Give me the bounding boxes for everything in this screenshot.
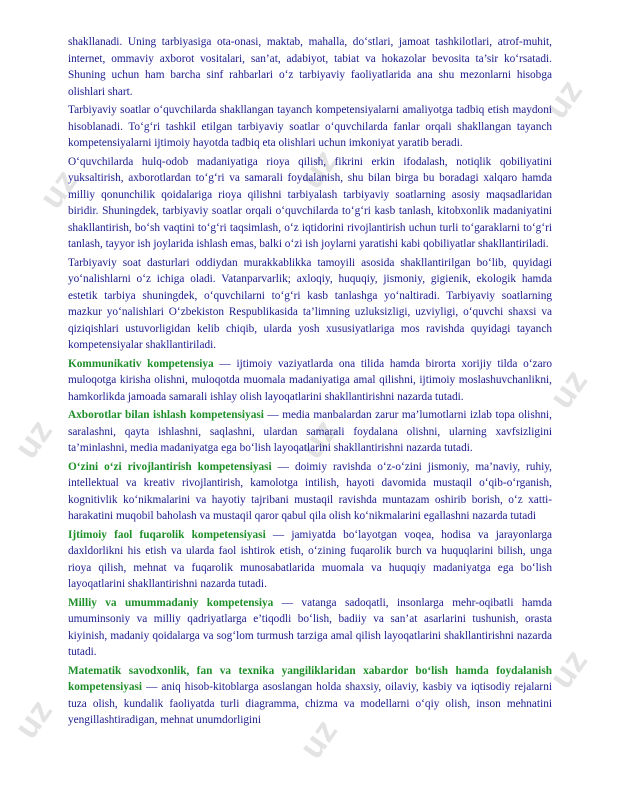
paragraph	[68, 34, 552, 100]
paragraph	[68, 255, 552, 354]
paragraph	[68, 407, 552, 457]
watermark: uz	[542, 362, 595, 416]
term: Milliy va umummadaniy kompetensiya	[68, 596, 274, 609]
paragraph	[68, 595, 552, 661]
term: Axborotlar bilan ishlash kompetensiyasi	[68, 409, 264, 421]
term: Ijtimoiy faol fuqarolik kompetensiyasi	[68, 528, 266, 541]
watermark: uz	[537, 72, 590, 126]
watermark: uz	[292, 412, 345, 466]
watermark: uz	[292, 142, 345, 196]
term: O‘zini o‘zi rivojlantirish kompetensiyasi	[68, 460, 272, 473]
watermark: uz	[7, 412, 60, 466]
paragraph	[68, 356, 552, 406]
paragraph	[68, 527, 552, 593]
term: Matematik savodxonlik, fan va texnika yangiliklaridan xabardor bo‘lish hamda foydalanish kompetensiyasi	[68, 664, 552, 693]
watermark: uz	[542, 642, 595, 696]
paragraph	[68, 154, 552, 253]
paragraph-text: Tarbiyaviy soat dasturlari oddiydan murakkablikka tamoyili asosida shakllantirilgan bo‘lib, quyidagi yo‘nalishlarni o‘z ichiga oladi. Vatanparvarlik; axloqiy, huquqiy, jismoniy, gigienik, ekologik hamda estetik tarbiya shuningdek, o‘quvchilarni to‘g‘ri kasb tanlashga yo‘naltiradi. Tarbiyaviy soatlarning mazkur yo‘nalishlari O‘zbekiston Respublikasida ta’limning uzluksizligi, uzviyligi, o‘quvchi shaxsi va qiziqishlari ustuvorligidan kelib chiqib, ularda yosh xususiyatlariga mos ravishda quyidagi tayanch kompetensiyalar shakllantiriladi.	[68, 256, 552, 351]
paragraph-text: — media manbalardan zarur ma’lumotlarni izlab topa olishni, saralashni, qayta ishlashni, saqlashni, ulardan samarali foydalana olishni, ularning xavfsizligini ta’minlashni, media madaniyatga ega bo‘lish layoqatlarini shakllantirishni nazarda tutadi.	[68, 409, 552, 454]
paragraph-text: — aniq hisob-kitoblarga asoslangan holda shaxsiy, oilaviy, kasbiy va iqtisodiy rejalarni tuza olish, kundalik faoliyatda turli diagramma, chizma va modellarni o‘qiy olish, inson mehnatini yengillashtiradigan, mehnat unumdorligini	[68, 681, 552, 726]
paragraph-text: shakllanadi. Uning tarbiyasiga ota-onasi, maktab, mahalla, do‘stlari, jamoat tashkilotlari, atrof-muhit, internet, ommaviy axborot vositalari, san’at, adabiyot, tabiat va hokazolar bevosita ta’sir ko‘rsatadi. Shuning uchun ham barcha sinf rahbarlari o‘z tarbiyaviy faoliyatlarida ana shu mezonlarni hisobga olishlari shart.	[68, 36, 552, 98]
paragraph	[68, 663, 552, 729]
document-page	[68, 34, 552, 731]
paragraph-text: — doimiy ravishda o‘z-o‘zini jismoniy, ma’naviy, ruhiy, intellektual va kreativ rivojlantirish, kamolotga intilish, hayoti davomida mustaqil o‘qib-o‘rganish, kognitivlik ko‘nikmalarini va hayotiy tajribani mustaqil ravishda muntazam oshirib borish, o‘z xatti-harakatini muqobil baholash va mustaqil qaror qabul qila olish ko‘nikmalarini egallashni nazarda tutadi	[68, 460, 552, 522]
paragraph	[68, 102, 552, 152]
paragraph-text: — jamiyatda bo‘layotgan voqea, hodisa va jarayonlarga daxldorlikni his etish va ularda faol ishtirok etish, o‘zining fuqarolik burch va huquqlarini bilish, unga rioya qilish, mehnat va fuqarolik munosabatlarida muomala va huquqiy madaniyatga ega bo‘lish layoqatlarini shakllantirishni nazarda tutadi.	[68, 528, 552, 590]
watermark: uz	[292, 712, 345, 766]
paragraph	[68, 459, 552, 525]
paragraph-text: O‘quvchilarda hulq-odob madaniyatiga rioya qilish, fikrini erkin ifodalash, notiqlik qobiliyatini yuksaltirish, axborotlardan to‘g‘ri va samarali foydalanish, shu bilan birga bu boradagi xalqaro hamda milliy qonunchilik qoidalariga rioya qilishni tarbiyalash tarbiyaviy soatlarning asosiy maqsadlaridan biridir. Shuningdek, tarbiyaviy soatlar orqali o‘quvchilarda to‘g‘ri kasb tanlash, kitobxonlik madaniyatini shakllantirish, bo‘sh vaqtini to‘g‘ri taqsimlash, o‘z iqtidorini rivojlantirish uchun turli to‘garaklarni to‘g‘ri tanlash, tayyor ish joylarida ishlash emas, balki o‘zi ish joylarni yaratishi kabi qobiliyatlar shakllantiriladi.	[68, 155, 552, 250]
term: Kommunikativ kompetensiya	[68, 357, 214, 370]
watermark: uz	[32, 162, 85, 216]
paragraph-text: Tarbiyaviy soatlar o‘quvchilarda shakllangan tayanch kompetensiyalarni amaliyotga tadbiq etish maydoni hisoblanadi. To‘g‘ri tashkil etilgan tarbiyaviy soatlar o‘quvchilarda fanlar orqali shakllangan tayanch kompetensiyalarni ijtimoiy hayotda tadbiq eta olishlari uchun imkoniyat yaratib beradi.	[68, 104, 552, 149]
paragraph-text: — ijtimoiy vaziyatlarda ona tilida hamda birorta xorijiy tilda o‘zaro muloqotga kirisha olishni, muloqotda muomala madaniyatiga amal qilishni, ijtimoiy moslashuvchanlikni, hamkorlikda jamoada samarali ishlay olish layoqatlarini shakllantirishni nazarda tutadi.	[68, 357, 552, 403]
watermark: uz	[7, 692, 60, 746]
paragraph-text: — vatanga sadoqatli, insonlarga mehr-oqibatli hamda umuminsoniy va milliy qadriyatlarga e’tiqodli bo‘lish, badiiy va san’at asarlarini tushunish, orasta kiyinish, madaniy qoidalarga va sog‘lom turmush tarziga amal qilish layoqatlarini shakllantirishni nazarda tutadi.	[68, 596, 552, 658]
